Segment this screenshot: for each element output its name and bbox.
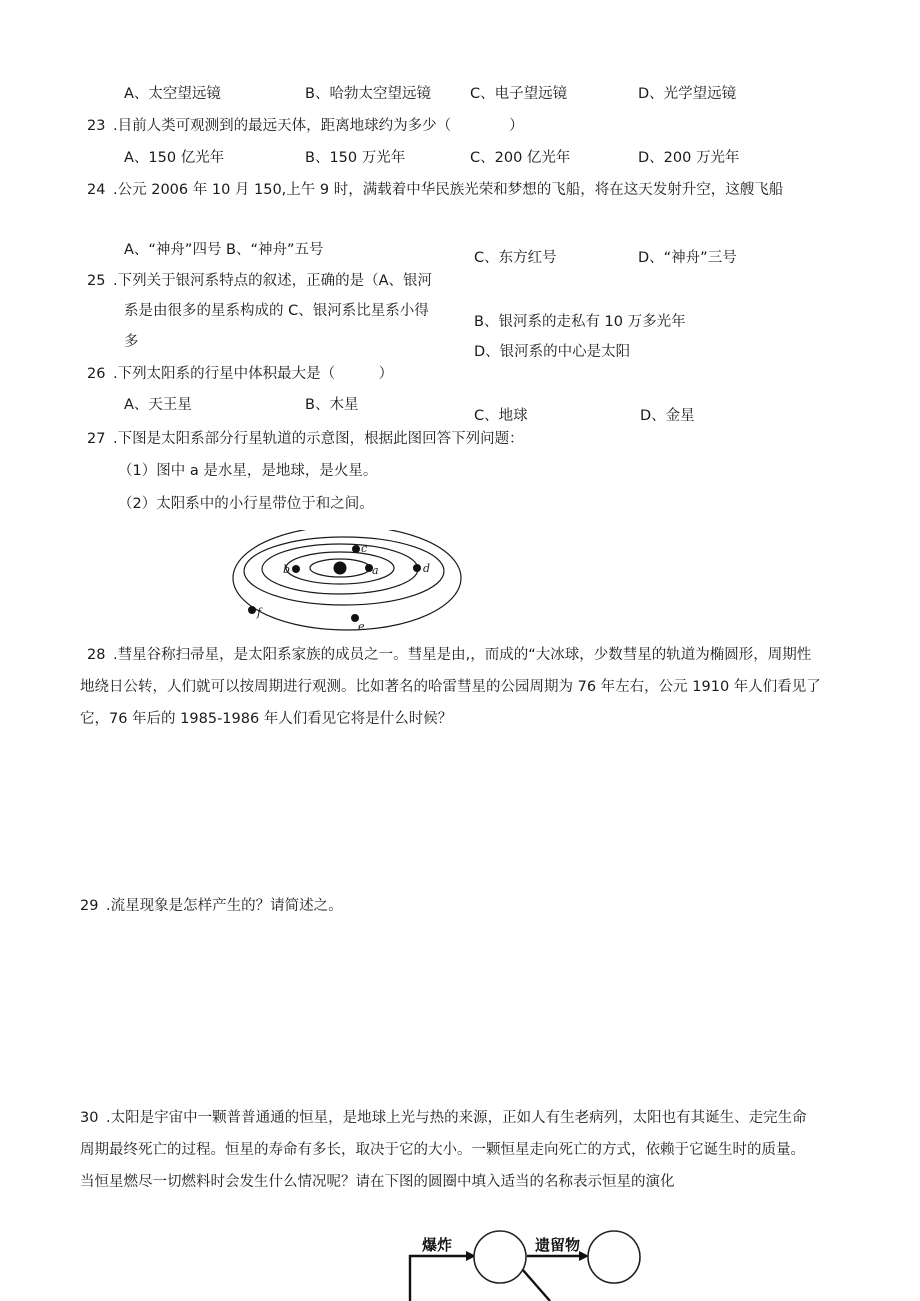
q24-option-d: D、“神舟”三号 [638,250,737,266]
q23-option-a: A、150 亿光年 [124,150,225,166]
q23-option-d: D、200 万光年 [638,150,740,166]
q22-option-d: D、光学望远镜 [638,86,737,102]
label-f: f [257,606,262,619]
label-c: c [361,542,368,555]
q27-sub2: （2）太阳系中的小行星带位于和之间。 [118,496,374,512]
star-evolution-diagram [400,1225,650,1301]
q25-line2: 系是由很多的星系构成的 C、银河系比星系小得 [124,303,429,319]
q28-line1: .彗星谷称扫帚星，是太阳系家族的成员之一。彗星是由,，而成的“大冰球，少数彗星的轨道为椭圆形，周期性 [113,647,812,663]
planet-b [292,565,300,573]
q24-text: .公元 2006 年 10 月 150,上午 9 时，满载着中华民族光荣和梦想的飞船，将在这天发射升空，这艘飞船 [113,182,784,198]
label-e: e [358,620,365,633]
q26-number: 26 [87,366,106,382]
q25-number: 25 [87,273,106,289]
sun [334,562,347,575]
arrow-line-explosion [410,1256,470,1301]
q28-line2: 地绕日公转，人们就可以按周期进行观测。比如著名的哈雷彗星的公园周期为 76 年左右，公元 1910 年人们看见了 [80,679,821,695]
q30-line2: 周期最终死亡的过程。恒星的寿命有多长，取决于它的大小。一颗恒星走向死亡的方式，依赖于它诞生时的质量。 [80,1142,805,1158]
q26-text: .下列太阳系的行星中体积最大是（ ） [113,366,394,382]
q30-line1: .太阳是宇宙中一颗普普通通的恒星，是地球上光与热的来源，正如人有生老病列，太阳也有其诞生、走完生命 [106,1110,807,1126]
blank-circle-1 [474,1231,526,1283]
label-b: b [283,563,291,576]
q23-number: 23 [87,118,106,134]
q27-number: 27 [87,431,106,447]
label-remnant: 遗留物 [535,1236,581,1254]
q25-option-b: B、银河系的走私有 10 万多光年 [474,314,686,330]
q25-option-d: D、银河系的中心是太阳 [474,344,631,360]
q23-option-b: B、150 万光年 [305,150,406,166]
q30-line3: 当恒星燃尽一切燃料时会发生什么情况呢？请在下图的圆圈中填入适当的名称表示恒星的演化 [80,1174,675,1190]
q24-number: 24 [87,182,106,198]
q25-line3: 多 [124,334,139,350]
solar-system-orbit-diagram [228,530,472,636]
orbit-5 [233,530,461,630]
q23-option-c: C、200 亿光年 [470,150,571,166]
blank-circle-2 [588,1231,640,1283]
q29-number: 29 [80,898,99,914]
q22-option-a: A、太空望远镜 [124,86,221,102]
q29-text: .流星现象是怎样产生的？请简述之。 [106,898,343,914]
q26-option-c: C、地球 [474,408,528,424]
q23-text: .目前人类可观测到的最远天体，距离地球约为多少（ ） [113,118,524,134]
q27-sub1: （1）图中 a 是水星，是地球，是火星。 [118,463,378,479]
planet-f [248,606,256,614]
planet-d [413,564,421,572]
q25-line1: .下列关于银河系特点的叙述，正确的是（A、银河 [113,273,433,289]
branch-line [522,1269,550,1301]
q26-option-a: A、天王星 [124,397,192,413]
q22-option-b: B、哈勃太空望远镜 [305,86,431,102]
q24-option-ab: A、“神舟”四号 B、“神舟”五号 [124,242,324,258]
planet-c [352,545,360,553]
q28-line3: 它，76 年后的 1985-1986 年人们看见它将是什么时候？ [80,711,453,727]
q27-text: .下图是太阳系部分行星轨道的示意图，根据此图回答下列问题： [113,431,524,447]
q26-option-d: D、金星 [640,408,695,424]
q30-number: 30 [80,1110,99,1126]
q24-option-c: C、东方红号 [474,250,557,266]
label-explosion: 爆炸 [422,1236,453,1254]
q26-option-b: B、木星 [305,397,359,413]
q28-number: 28 [87,647,106,663]
label-d: d [423,562,431,575]
q22-option-c: C、电子望远镜 [470,86,568,102]
label-a: a [372,564,379,577]
